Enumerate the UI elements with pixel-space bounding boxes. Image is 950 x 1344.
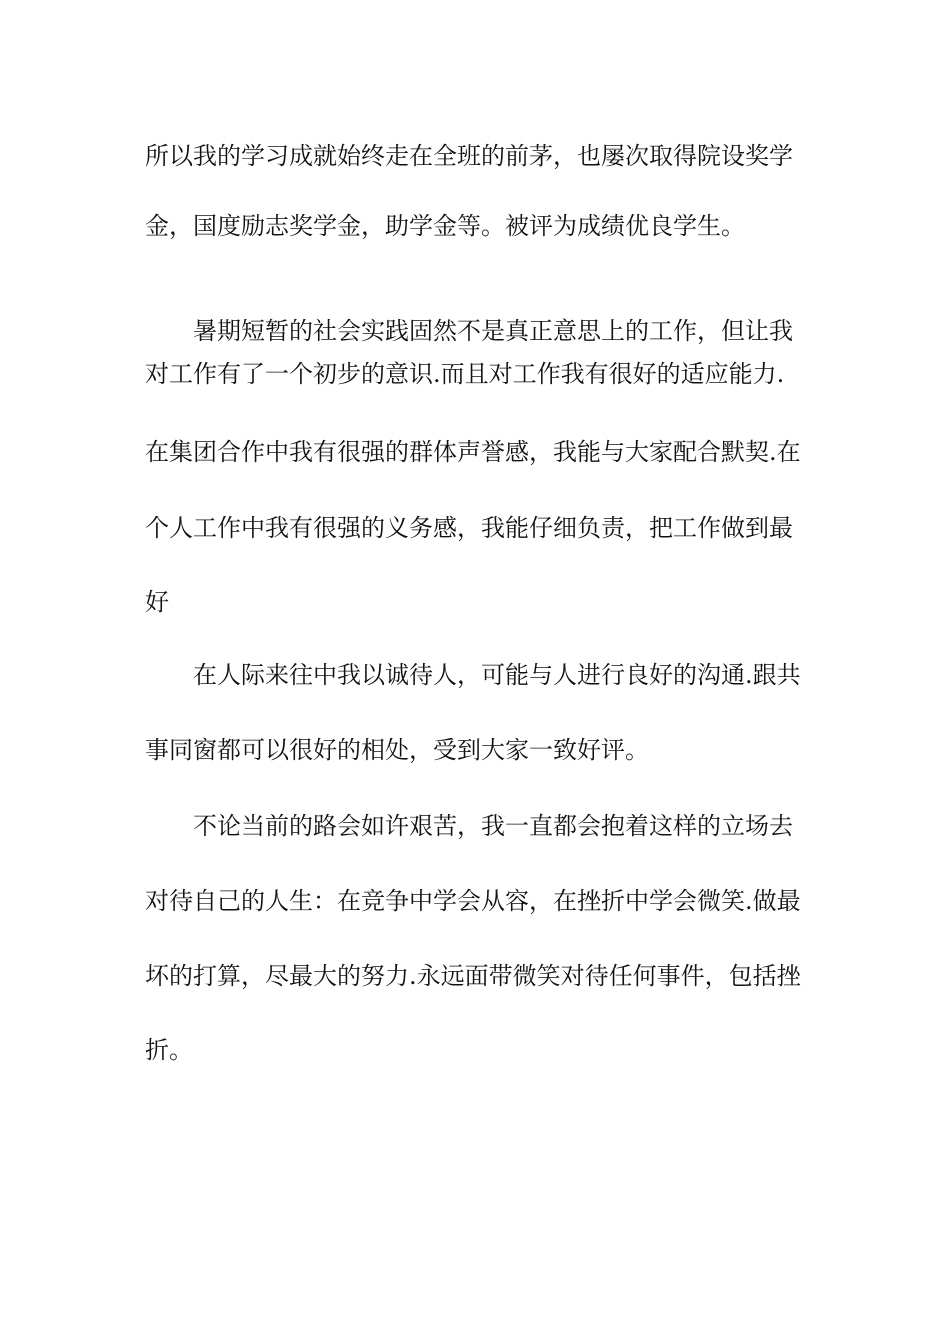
text-line: 不论当前的路会如许艰苦，我一直都会抱着这样的立场去 [193,812,793,840]
text-line: 金，国度励志奖学金，助学金等。被评为成绩优良学生。 [145,212,745,240]
text-line: 在集团合作中我有很强的群体声誉感，我能与大家配合默契.在 [145,438,801,466]
text-line: 在人际来往中我以诚待人，可能与人进行良好的沟通.跟共 [193,661,801,689]
text-line: 折。 [145,1036,193,1064]
text-line: 个人工作中我有很强的义务感，我能仔细负责，把工作做到最 [145,514,793,542]
text-line: 对工作有了一个初步的意识.而且对工作我有很好的适应能力. [145,360,785,388]
text-line: 对待自己的人生：在竞争中学会从容，在挫折中学会微笑.做最 [145,887,801,915]
text-line: 所以我的学习成就始终走在全班的前茅，也屡次取得院设奖学 [145,142,793,170]
text-line: 暑期短暂的社会实践固然不是真正意思上的工作，但让我 [193,317,793,345]
text-line: 坏的打算，尽最大的努力.永远面带微笑对待任何事件，包括挫 [145,962,801,990]
text-line: 好 [145,588,169,616]
text-line: 事同窗都可以很好的相处，受到大家一致好评。 [145,736,649,764]
